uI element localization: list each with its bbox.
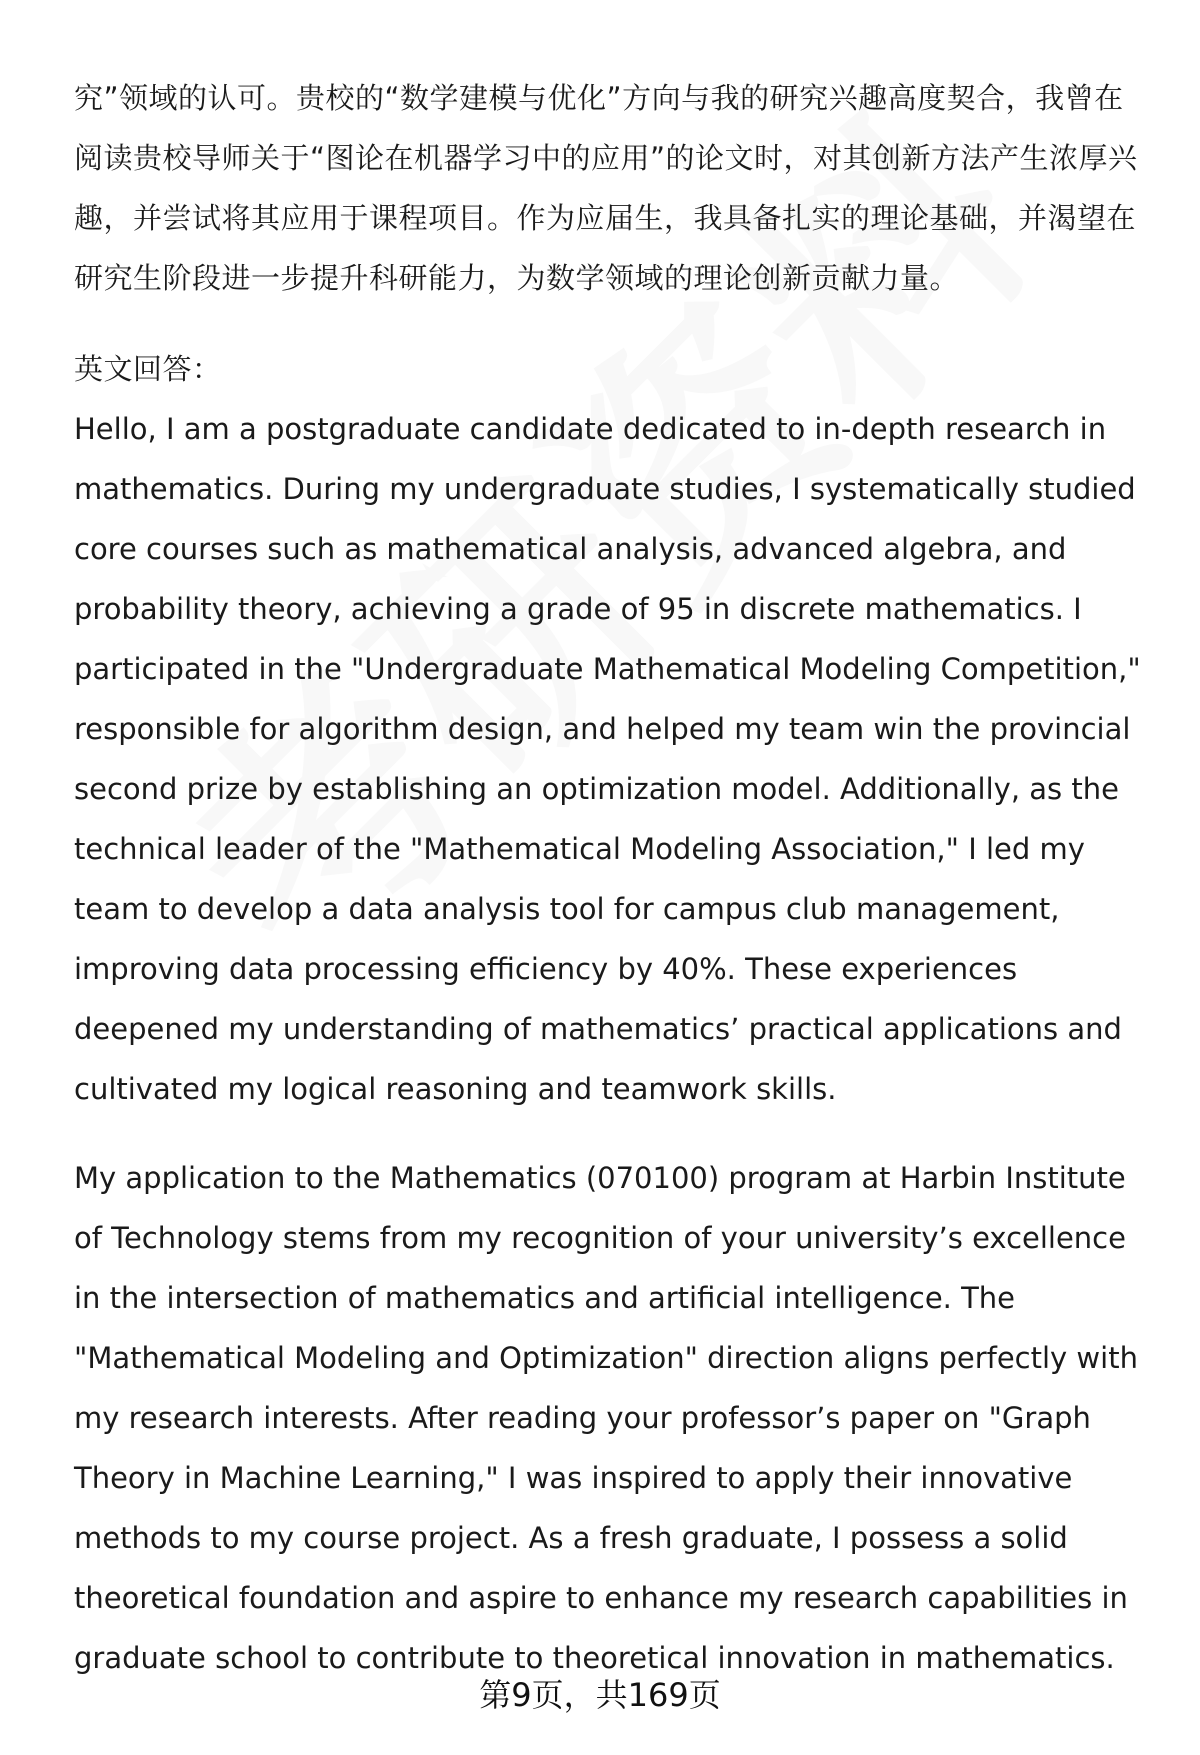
english-answer-paragraph-1: Hello, I am a postgraduate candidate dedicated to in-depth research in mathematics. During my undergraduate studies, I systematically studied core courses such as mathematical analysis, advanced algebra, and probability theory, achieving a grade of 95 in discrete mathematics. I participated in the "Undergraduate Mathematical Modeling Competition," responsible for algorithm design, and helped my team win the provincial second prize by establishing an optimization model. Additionally, as the technical leader of the "Mathematical Modeling Association," I led my team to develop a data analysis tool for campus club management, improving data processing efficiency by 40%. These experiences deepened my understanding of mathematics’ practical applications and cultivated my logical reasoning and teamwork skills. <box>74 412 1141 1106</box>
english-answer-label: 英文回答： <box>74 352 222 386</box>
page-number-footer: 第9页，共169页 <box>479 1676 721 1714</box>
page-content <box>74 68 1144 1688</box>
chinese-answer-paragraph: 究”领域的认可。贵校的“数学建模与优化”方向与我的研究兴趣高度契合，我曾在阅读贵校导师关于“图论在机器学习中的应用”的论文时，对其创新方法产生浓厚兴趣，并尝试将其应用于课程项目。作为应届生，我具备扎实的理论基础，并渴望在研究生阶段进一步提升科研能力，为数学领域的理论创新贡献力量。 <box>74 81 1138 295</box>
english-answer-paragraph-2: My application to the Mathematics (070100) program at Harbin Institute of Technology stems from my recognition of your university’s excellence in the intersection of mathematics and artificial intelligence. The "Mathematical Modeling and Optimization" direction aligns perfectly with my research interests. After reading your professor’s paper on "Graph Theory in Machine Learning," I was inspired to apply their innovative methods to my course project. As a fresh graduate, I possess a solid theoretical foundation and aspire to enhance my research capabilities in graduate school to contribute to theoretical innovation in mathematics. <box>74 1161 1138 1675</box>
